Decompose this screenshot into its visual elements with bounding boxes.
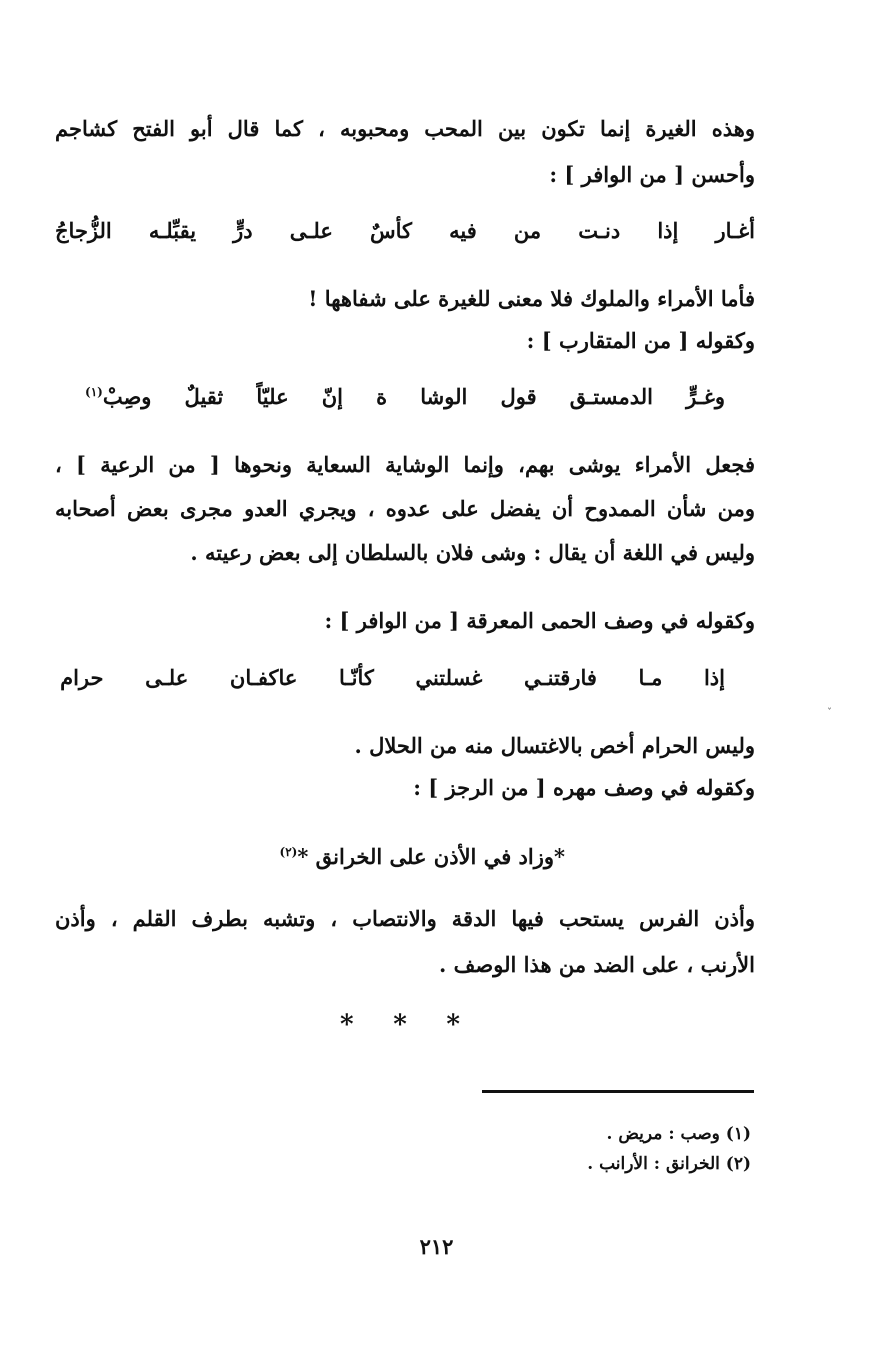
verse-1-word: إذا bbox=[657, 218, 679, 243]
footnote-marker-2: (٢) bbox=[279, 845, 298, 859]
verse-3-word: مـا bbox=[638, 665, 663, 690]
verse-2 bbox=[85, 382, 725, 412]
paragraph-4-line-1: وكقوله في وصف الحمى المعرقة [ من الوافر ] : bbox=[324, 608, 755, 633]
verse-1-word: كأسٌ bbox=[370, 218, 413, 243]
verse-1-word: علـى bbox=[289, 218, 333, 243]
paragraph-1-line-1: وهذه الغيرة إنما تكون بين المحب ومحبوبه ، كما قال أبو الفتح كشاجم bbox=[55, 116, 755, 141]
verse-2-last-word bbox=[85, 382, 151, 412]
verse-1-word: من bbox=[513, 218, 542, 243]
page-number: ٢١٢ bbox=[419, 1234, 454, 1259]
paragraph-3-line-1: فجعل الأمراء يوشى بهم، وإنما الوشاية السعاية ونحوها [ من الرعية ] ، bbox=[55, 452, 755, 477]
verse-2-word: قول bbox=[500, 384, 537, 409]
paragraph-1-line-2: وأحسن [ من الوافر ] : bbox=[549, 162, 755, 187]
footnote-rule bbox=[482, 1090, 754, 1093]
footnote-1: (١) وصب : مريض . bbox=[606, 1124, 751, 1144]
verse-2-word: عليّاً bbox=[256, 384, 289, 409]
verse-2-word: ثقيلٌ bbox=[184, 384, 224, 409]
paragraph-2-line-1: فأما الأمراء والملوك فلا معنى للغيرة على شفاهها ! bbox=[308, 286, 755, 311]
verse-1-word: درٍّ bbox=[233, 218, 253, 243]
verse-2-word: الدمستـق bbox=[569, 384, 653, 409]
verse-2-word: ة bbox=[376, 384, 388, 409]
verse-2-word: الوشا bbox=[420, 384, 468, 409]
footnote-marker-1: (١) bbox=[85, 385, 103, 399]
verse-2-word: وغـرٍّ bbox=[686, 384, 725, 409]
separator-star: * bbox=[340, 1010, 354, 1040]
verse-3-word: فارقتنـي bbox=[523, 665, 597, 690]
separator-star: * bbox=[393, 1010, 407, 1040]
verse-2-word: وصِبْ bbox=[102, 384, 152, 409]
verse-1-word: فيه bbox=[449, 218, 477, 243]
verse-1-word: يقبِّلـه bbox=[148, 218, 197, 243]
verse-1-word: دنـت bbox=[578, 218, 621, 243]
verse-1 bbox=[55, 216, 755, 246]
paragraph-5-line-1: وليس الحرام أخص بالاغتسال منه من الحلال . bbox=[354, 733, 755, 758]
separator-star: * bbox=[446, 1010, 460, 1040]
paragraph-5-line-2: وكقوله في وصف مهره [ من الرجز ] : bbox=[413, 775, 755, 800]
verse-1-word: الزُّجاجُ bbox=[55, 218, 112, 243]
scan-speck: ˇ bbox=[827, 708, 832, 719]
verse-4 bbox=[280, 842, 566, 872]
paragraph-6-line-1: وأذن الفرس يستحب فيها الدقة والانتصاب ، وتشبه بطرف القلم ، وأذن bbox=[55, 906, 755, 931]
verse-3-word: حرام bbox=[60, 665, 104, 690]
verse-3-word: كأنّـا bbox=[339, 665, 374, 690]
verse-2-word: إنّ bbox=[321, 384, 343, 409]
verse-3-word: عاكفـان bbox=[229, 665, 298, 690]
section-separator bbox=[340, 1010, 460, 1040]
verse-1-word: أغـار bbox=[715, 218, 755, 243]
paragraph-6-line-2: الأرنب ، على الضد من هذا الوصف . bbox=[439, 952, 755, 977]
verse-3-word: غسلتني bbox=[415, 665, 483, 690]
verse-3 bbox=[60, 663, 725, 693]
verse-3-word: إذا bbox=[703, 665, 725, 690]
footnote-2: (٢) الخرانق : الأرانب . bbox=[587, 1154, 751, 1174]
paragraph-3-line-2: ومن شأن الممدوح أن يفضل على عدوه ، ويجري العدو مجرى بعض أصحابه bbox=[55, 496, 755, 521]
paragraph-3-line-3: وليس في اللغة أن يقال : وشى فلان بالسلطان إلى بعض رعيته . bbox=[190, 540, 755, 565]
verse-4-text: *وزاد في الأذن على الخرانق * bbox=[297, 844, 565, 869]
verse-3-word: علـى bbox=[145, 665, 189, 690]
paragraph-2-line-2: وكقوله [ من المتقارب ] : bbox=[526, 328, 755, 353]
